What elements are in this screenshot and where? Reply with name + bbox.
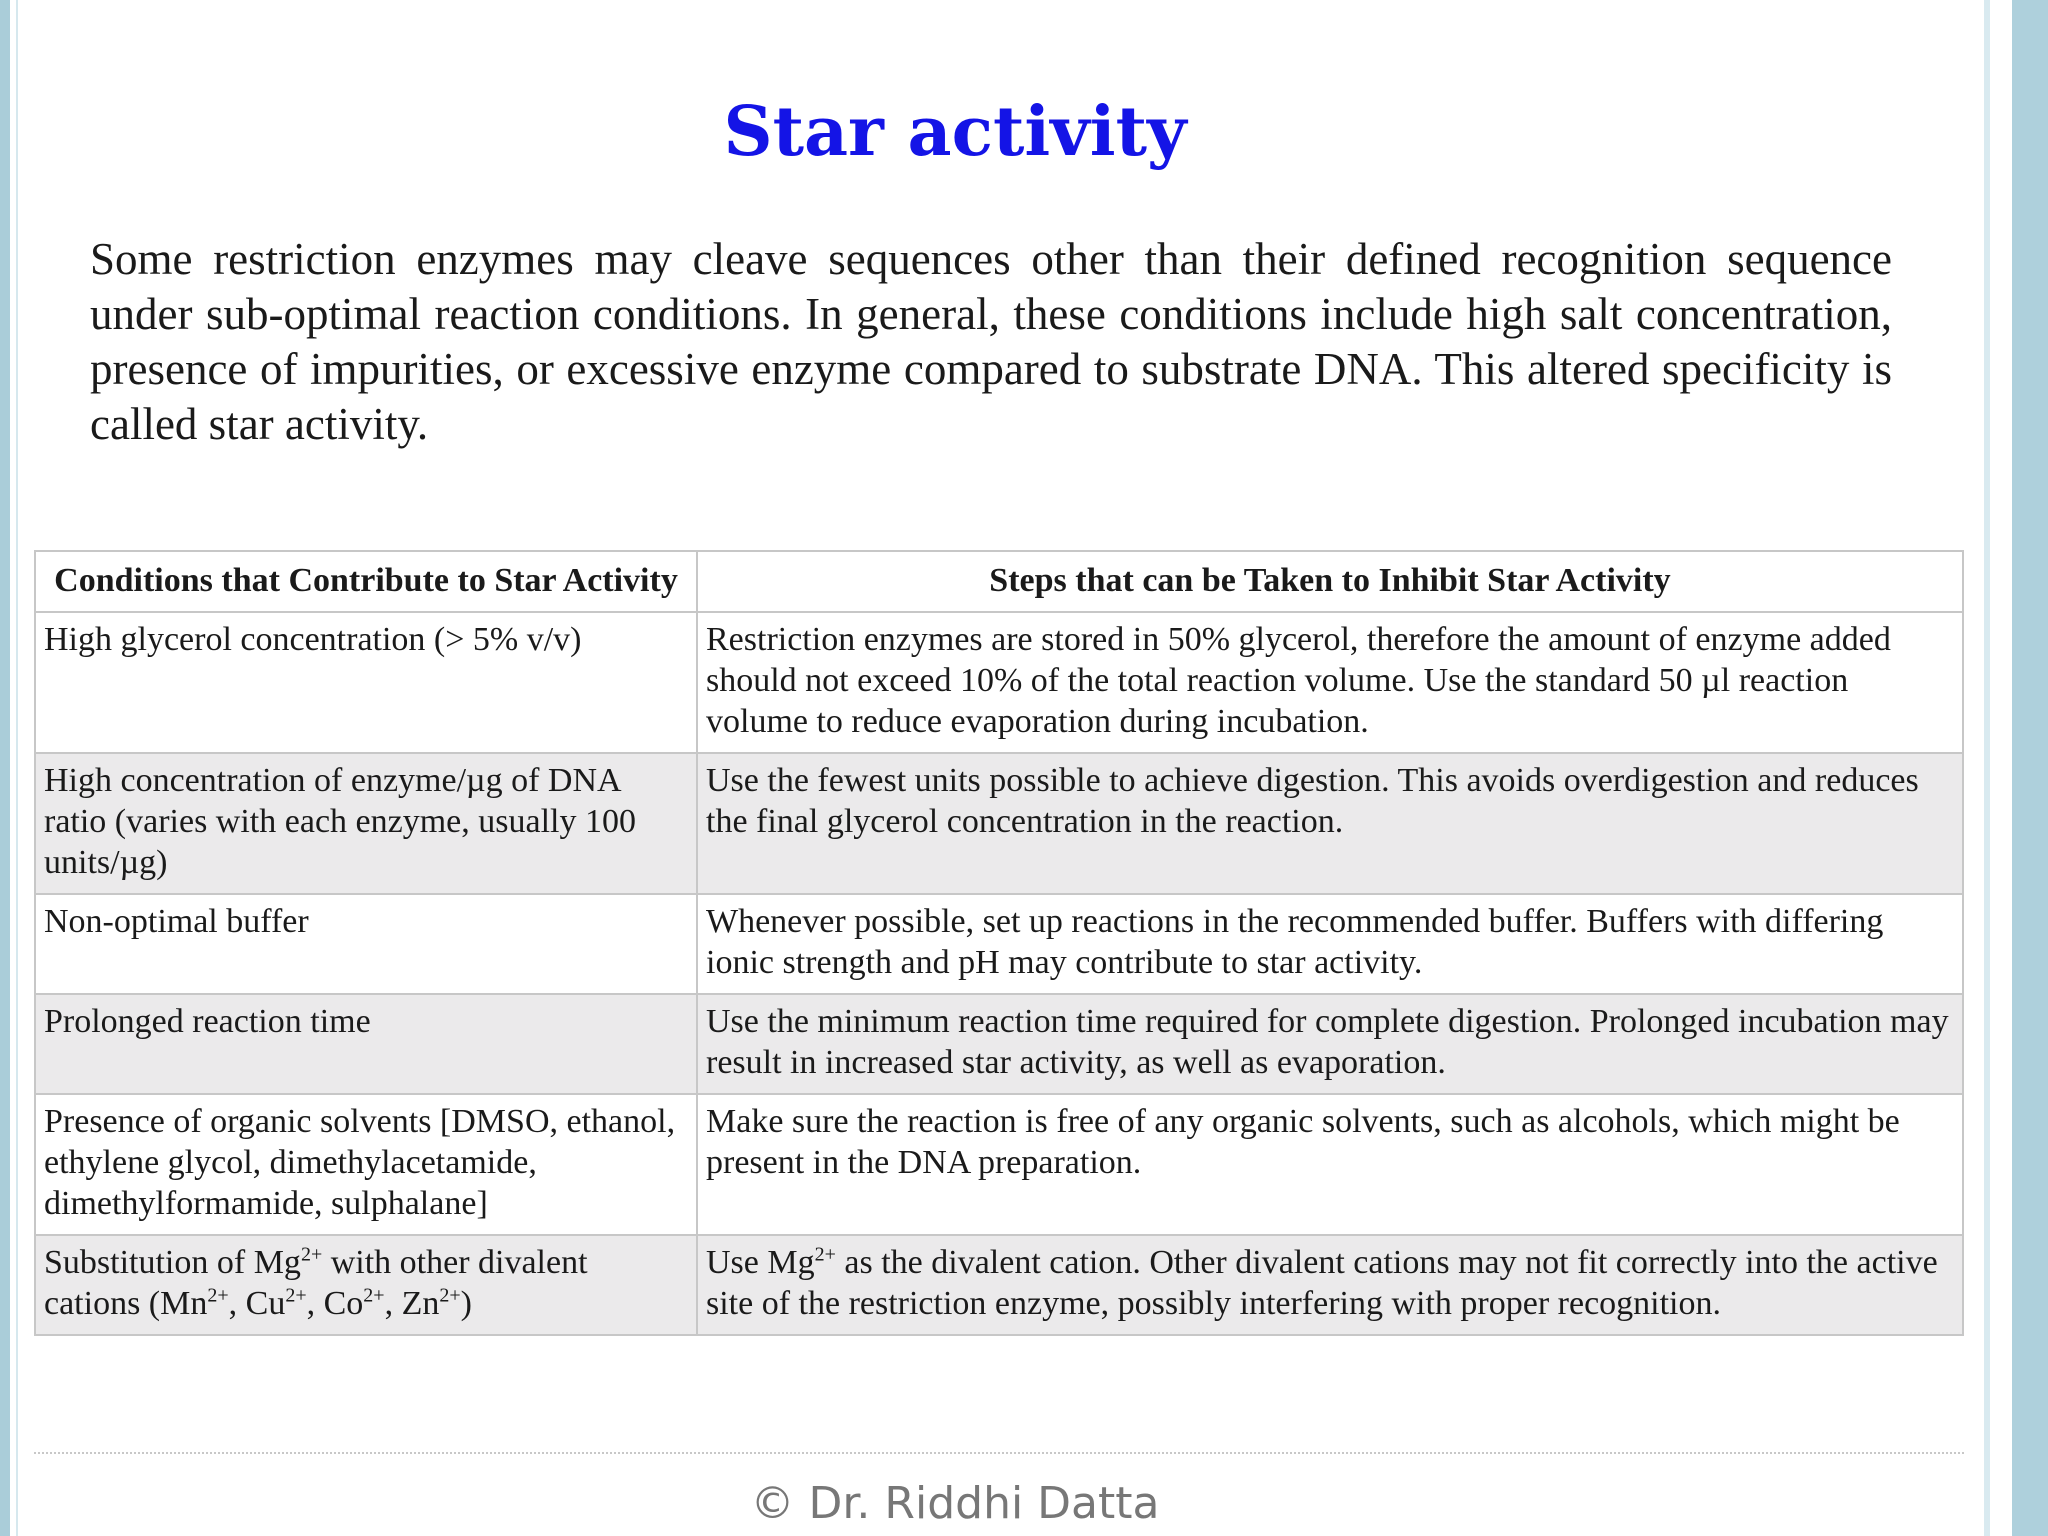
table-row xyxy=(35,894,1963,994)
star-activity-table xyxy=(34,550,1964,1336)
condition-text: , Co xyxy=(306,1285,364,1322)
step-text: as the divalent cation. Other divalent cations may not fit correctly into the active site of the restriction enzyme, possibly interfering with proper recognition. xyxy=(706,1244,1938,1322)
right-side-band-decoration xyxy=(1976,0,2048,1536)
copyright-footer: © Dr. Riddhi Datta xyxy=(750,1478,1160,1529)
intro-paragraph: Some restriction enzymes may cleave sequences other than their defined recognition sequence under sub-optimal reaction conditions. In general, these conditions include high salt concentration, presence of impurities, or excessive enzyme compared to substrate DNA. This altered specificity is called star activity. xyxy=(90,234,1892,449)
table-row xyxy=(35,612,1963,753)
side-band-stripe xyxy=(1990,0,2012,1536)
column-header-conditions: Conditions that Contribute to Star Activity xyxy=(35,551,697,612)
condition-cell xyxy=(35,1235,697,1335)
table-row xyxy=(35,1235,1963,1335)
table-row xyxy=(35,1094,1963,1235)
left-border-decoration xyxy=(0,0,18,1536)
condition-cell: High glycerol concentration (> 5% v/v) xyxy=(35,612,697,753)
star-activity-table-container xyxy=(34,550,1964,1454)
condition-cell: Non-optimal buffer xyxy=(35,894,697,994)
step-cell xyxy=(697,1235,1963,1335)
table-row xyxy=(35,994,1963,1094)
step-cell: Whenever possible, set up reactions in the recommended buffer. Buffers with differing ionic strength and pH may contribute to star activity. xyxy=(697,894,1963,994)
superscript-charge: 2+ xyxy=(439,1284,461,1307)
superscript-charge: 2+ xyxy=(207,1284,229,1307)
step-text: Use Mg xyxy=(706,1244,815,1281)
column-header-steps: Steps that can be Taken to Inhibit Star Activity xyxy=(697,551,1963,612)
side-band-stripe xyxy=(2012,0,2048,1536)
condition-text: Substitution of Mg xyxy=(44,1244,301,1281)
superscript-charge: 2+ xyxy=(814,1243,836,1266)
condition-text: with other divalent cations (Mn xyxy=(44,1244,588,1322)
step-cell: Use the fewest units possible to achieve digestion. This avoids overdigestion and reduces the final glycerol concentration in the reaction. xyxy=(697,753,1963,894)
condition-text: , Zn xyxy=(384,1285,440,1322)
superscript-charge: 2+ xyxy=(363,1284,385,1307)
table-header-row xyxy=(35,551,1963,612)
table-row xyxy=(35,753,1963,894)
condition-cell: High concentration of enzyme/µg of DNA ratio (varies with each enzyme, usually 100 units/µg) xyxy=(35,753,697,894)
step-cell: Make sure the reaction is free of any organic solvents, such as alcohols, which might be present in the DNA preparation. xyxy=(697,1094,1963,1235)
step-cell: Use the minimum reaction time required for complete digestion. Prolonged incubation may result in increased star activity, as well as evaporation. xyxy=(697,994,1963,1094)
superscript-charge: 2+ xyxy=(300,1243,323,1266)
slide-title: Star activity xyxy=(723,92,1187,172)
condition-cell: Prolonged reaction time xyxy=(35,994,697,1094)
condition-text: ) xyxy=(460,1285,472,1322)
condition-cell: Presence of organic solvents [DMSO, ethanol, ethylene glycol, dimethylacetamide, dimethylformamide, sulphalane] xyxy=(35,1094,697,1235)
condition-text: , Cu xyxy=(228,1285,286,1322)
side-band-stripe xyxy=(1976,0,1984,1536)
step-cell: Restriction enzymes are stored in 50% glycerol, therefore the amount of enzyme added should not exceed 10% of the total reaction volume. Use the standard 50 µl reaction volume to reduce evaporation during incubation. xyxy=(697,612,1963,753)
superscript-charge: 2+ xyxy=(285,1284,307,1307)
